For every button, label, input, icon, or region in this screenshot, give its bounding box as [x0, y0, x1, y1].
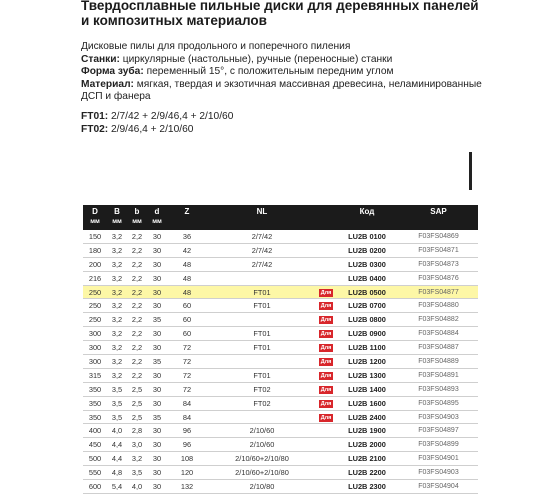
cell-nl: FT01 [207, 299, 317, 313]
cell-z: 120 [167, 466, 207, 480]
cell-badge [317, 341, 335, 355]
cell-z: 84 [167, 396, 207, 410]
cell-b: 3,2 [107, 257, 127, 271]
cell-d: 200 [83, 257, 107, 271]
cell-b: 2,5 [127, 396, 147, 410]
table-row [83, 410, 478, 424]
cell-b: 2,2 [127, 299, 147, 313]
cell-d: 216 [83, 271, 107, 285]
table-row [83, 299, 478, 313]
unit-cell: мм [147, 218, 167, 230]
cell-code: LU2B 1600 [335, 396, 399, 410]
desc-tooth [81, 66, 481, 79]
cell-b: 5,4 [107, 480, 127, 494]
header-cell: NL [207, 205, 317, 218]
header-cell: Код [335, 205, 399, 218]
cell-code: LU2B 0400 [335, 271, 399, 285]
unit-cell: мм [107, 218, 127, 230]
ft02-line [81, 124, 233, 137]
cell-d: 350 [83, 410, 107, 424]
badge-dlya: Для [320, 331, 332, 338]
cell-d: 250 [83, 285, 107, 299]
cell-nl: 2/10/80 [207, 480, 317, 494]
cell-sap: F03FS04893 [399, 382, 478, 396]
unit-cell: мм [83, 218, 107, 230]
ft01-line [81, 111, 233, 124]
table-row [83, 327, 478, 341]
cell-b: 2,2 [127, 271, 147, 285]
cell-badge [317, 327, 335, 341]
cell-d: 300 [83, 341, 107, 355]
cell-z: 96 [167, 424, 207, 438]
cell-b: 3,0 [127, 438, 147, 452]
cell-z: 60 [167, 313, 207, 327]
cell-nl [207, 355, 317, 369]
cell-d: 350 [83, 396, 107, 410]
cell-badge [317, 368, 335, 382]
cell-z: 132 [167, 480, 207, 494]
badge-dlya: Для [320, 414, 332, 421]
cell-code: LU2B 0700 [335, 299, 399, 313]
cell-b: 3,2 [107, 299, 127, 313]
cell-sap: F03FS04899 [399, 438, 478, 452]
cell-nl: 2/10/60 [207, 438, 317, 452]
cell-sap: F03FS04882 [399, 313, 478, 327]
cell-nl: 2/10/60+2/10/80 [207, 466, 317, 480]
cell-z: 72 [167, 382, 207, 396]
cell-nl [207, 410, 317, 424]
cell-z: 72 [167, 368, 207, 382]
header-cell: B [107, 205, 127, 218]
cell-b: 3,2 [127, 452, 147, 466]
cell-d: 30 [147, 257, 167, 271]
title-line-2: и композитных материалов [81, 13, 267, 28]
header-cell: Z [167, 205, 207, 218]
cell-nl: FT02 [207, 396, 317, 410]
cell-b: 2,8 [127, 424, 147, 438]
cell-badge [317, 355, 335, 369]
cell-code: LU2B 2400 [335, 410, 399, 424]
cell-code: LU2B 2200 [335, 466, 399, 480]
cell-code: LU2B 0100 [335, 230, 399, 243]
cell-z: 48 [167, 285, 207, 299]
cell-d: 35 [147, 410, 167, 424]
header-cell: D [83, 205, 107, 218]
page-title [81, 0, 481, 28]
cell-badge [317, 466, 335, 480]
table-row [83, 424, 478, 438]
product-table [83, 205, 478, 494]
table-row [83, 313, 478, 327]
cell-d: 30 [147, 368, 167, 382]
cell-b: 3,2 [107, 243, 127, 257]
header-cell: b [127, 205, 147, 218]
table-row [83, 382, 478, 396]
badge-dlya: Для [320, 358, 332, 365]
badge-dlya: Для [320, 400, 332, 407]
cell-d: 250 [83, 299, 107, 313]
cell-badge [317, 480, 335, 494]
cell-badge [317, 396, 335, 410]
cell-d: 30 [147, 424, 167, 438]
cell-d: 350 [83, 382, 107, 396]
cell-badge [317, 299, 335, 313]
cell-b: 3,5 [127, 466, 147, 480]
machines-label: Станки: [81, 53, 120, 65]
ft01-label: FT01: [81, 111, 109, 122]
cell-d: 30 [147, 285, 167, 299]
desc-line-1: Дисковые пилы для продольного и поперечного пиления [81, 41, 351, 52]
header-cell: d [147, 205, 167, 218]
cell-nl: FT01 [207, 327, 317, 341]
cell-b: 3,2 [107, 285, 127, 299]
unit-cell [317, 218, 335, 230]
cell-b: 3,5 [107, 396, 127, 410]
cell-badge [317, 285, 335, 299]
badge-dlya: Для [320, 289, 332, 296]
badge-dlya: Для [320, 386, 332, 393]
cell-d: 30 [147, 271, 167, 285]
cell-z: 36 [167, 230, 207, 243]
cell-nl: FT01 [207, 368, 317, 382]
cell-d: 30 [147, 466, 167, 480]
cell-sap: F03FS04891 [399, 368, 478, 382]
cell-nl [207, 313, 317, 327]
cell-d: 600 [83, 480, 107, 494]
cell-code: LU2B 0200 [335, 243, 399, 257]
badge-dlya: Для [320, 345, 332, 352]
unit-cell: мм [127, 218, 147, 230]
table-row [83, 438, 478, 452]
product-description [81, 41, 481, 104]
cell-nl: 2/10/60 [207, 424, 317, 438]
unit-cell [399, 218, 478, 230]
cell-nl: 2/10/60+2/10/80 [207, 452, 317, 466]
cell-code: LU2B 1900 [335, 424, 399, 438]
cell-nl: 2/7/42 [207, 230, 317, 243]
cell-b: 4,4 [107, 438, 127, 452]
table-row [83, 271, 478, 285]
cell-b: 3,2 [107, 327, 127, 341]
cell-z: 42 [167, 243, 207, 257]
cell-badge [317, 243, 335, 257]
cell-badge [317, 257, 335, 271]
cell-b: 3,2 [107, 368, 127, 382]
cell-code: LU2B 1300 [335, 368, 399, 382]
cell-sap: F03FS04876 [399, 271, 478, 285]
cell-b: 2,2 [127, 313, 147, 327]
desc-machines [81, 54, 481, 67]
cell-b: 2,5 [127, 382, 147, 396]
cell-z: 60 [167, 327, 207, 341]
table-row [83, 341, 478, 355]
cell-d: 550 [83, 466, 107, 480]
cell-code: LU2B 2300 [335, 480, 399, 494]
cell-b: 2,2 [127, 341, 147, 355]
cell-sap: F03FS04903 [399, 410, 478, 424]
cell-code: LU2B 2100 [335, 452, 399, 466]
table-row [83, 355, 478, 369]
cell-d: 450 [83, 438, 107, 452]
cell-sap: F03FS04901 [399, 452, 478, 466]
cell-sap: F03FS04880 [399, 299, 478, 313]
cell-code: LU2B 0500 [335, 285, 399, 299]
cell-sap: F03FS04897 [399, 424, 478, 438]
cell-d: 400 [83, 424, 107, 438]
cell-d: 30 [147, 382, 167, 396]
cell-badge [317, 410, 335, 424]
cell-d: 30 [147, 230, 167, 243]
tooth-text: переменный 15°, с положительным передним углом [143, 66, 394, 78]
badge-dlya: Для [320, 317, 332, 324]
material-label: Материал: [81, 78, 134, 90]
title-line-1: Твердосплавные пильные диски для деревянных панелей [81, 0, 479, 13]
cell-b: 2,2 [127, 355, 147, 369]
cell-nl: 2/7/42 [207, 257, 317, 271]
ft-legend [81, 111, 233, 137]
cell-d: 500 [83, 452, 107, 466]
cell-nl: 2/7/42 [207, 243, 317, 257]
cell-d: 35 [147, 313, 167, 327]
cell-d: 35 [147, 355, 167, 369]
cell-badge [317, 230, 335, 243]
cell-b: 2,5 [127, 410, 147, 424]
cell-sap: F03FS04884 [399, 327, 478, 341]
cell-d: 30 [147, 438, 167, 452]
cell-sap: F03FS04887 [399, 341, 478, 355]
unit-cell [167, 218, 207, 230]
cell-b: 2,2 [127, 285, 147, 299]
cell-b: 3,2 [107, 271, 127, 285]
cell-code: LU2B 0900 [335, 327, 399, 341]
cell-d: 30 [147, 327, 167, 341]
ft02-text: 2/9/46,4 + 2/10/60 [108, 123, 194, 135]
cell-nl: FT02 [207, 382, 317, 396]
cell-z: 96 [167, 438, 207, 452]
cell-d: 300 [83, 327, 107, 341]
cell-b: 2,2 [127, 257, 147, 271]
unit-cell [207, 218, 317, 230]
machines-text: циркулярные (настольные), ручные (переносные) станки [119, 53, 393, 65]
cell-code: LU2B 1400 [335, 382, 399, 396]
cell-z: 48 [167, 257, 207, 271]
table-units-row [83, 218, 478, 230]
cell-d: 30 [147, 341, 167, 355]
cell-b: 3,2 [107, 230, 127, 243]
cell-z: 60 [167, 299, 207, 313]
cell-b: 4,8 [107, 466, 127, 480]
scrollbar-thumb[interactable] [469, 152, 472, 190]
cell-sap: F03FS04895 [399, 396, 478, 410]
table-row [83, 396, 478, 410]
cell-b: 4,0 [127, 480, 147, 494]
cell-code: LU2B 0300 [335, 257, 399, 271]
cell-sap: F03FS04877 [399, 285, 478, 299]
cell-b: 2,2 [127, 368, 147, 382]
cell-d: 30 [147, 243, 167, 257]
cell-badge [317, 271, 335, 285]
header-cell: SAP [399, 205, 478, 218]
table-row [83, 285, 478, 299]
cell-b: 3,2 [107, 355, 127, 369]
cell-z: 72 [167, 341, 207, 355]
cell-sap: F03FS04903 [399, 466, 478, 480]
cell-sap: F03FS04904 [399, 480, 478, 494]
unit-cell [335, 218, 399, 230]
cell-b: 3,5 [107, 382, 127, 396]
ft01-text: 2/7/42 + 2/9/46,4 + 2/10/60 [108, 111, 234, 122]
cell-nl [207, 271, 317, 285]
cell-b: 2,2 [127, 230, 147, 243]
cell-d: 300 [83, 355, 107, 369]
cell-b: 3,5 [107, 410, 127, 424]
cell-code: LU2B 2000 [335, 438, 399, 452]
cell-sap: F03FS04869 [399, 230, 478, 243]
cell-sap: F03FS04889 [399, 355, 478, 369]
cell-badge [317, 452, 335, 466]
table-row [83, 466, 478, 480]
desc-material-2: ДСП и фанера [81, 91, 151, 103]
cell-z: 48 [167, 271, 207, 285]
material-text: мягкая, твердая и экзотичная массивная древесина, неламинированные [133, 78, 482, 90]
table-row [83, 230, 478, 243]
cell-sap: F03FS04871 [399, 243, 478, 257]
cell-d: 30 [147, 299, 167, 313]
badge-dlya: Для [320, 303, 332, 310]
cell-d: 30 [147, 452, 167, 466]
cell-code: LU2B 0800 [335, 313, 399, 327]
cell-badge [317, 424, 335, 438]
table-row [83, 243, 478, 257]
cell-badge [317, 438, 335, 452]
badge-dlya: Для [320, 372, 332, 379]
cell-b: 4,0 [107, 424, 127, 438]
cell-d: 30 [147, 396, 167, 410]
cell-sap: F03FS04873 [399, 257, 478, 271]
table-header-row [83, 205, 478, 218]
cell-d: 150 [83, 230, 107, 243]
cell-b: 2,2 [127, 243, 147, 257]
cell-nl: FT01 [207, 341, 317, 355]
header-cell [317, 205, 335, 218]
cell-z: 72 [167, 355, 207, 369]
cell-b: 3,2 [107, 341, 127, 355]
tooth-label: Форма зуба: [81, 66, 144, 78]
table-row [83, 480, 478, 494]
table-row [83, 257, 478, 271]
cell-code: LU2B 1100 [335, 341, 399, 355]
cell-badge [317, 313, 335, 327]
table-body [83, 230, 478, 493]
cell-d: 315 [83, 368, 107, 382]
cell-d: 30 [147, 480, 167, 494]
cell-b: 2,2 [127, 327, 147, 341]
table-row [83, 452, 478, 466]
ft02-label: FT02: [81, 123, 109, 135]
cell-d: 250 [83, 313, 107, 327]
cell-code: LU2B 1200 [335, 355, 399, 369]
desc-material [81, 79, 481, 92]
cell-b: 3,2 [107, 313, 127, 327]
cell-nl: FT01 [207, 285, 317, 299]
cell-d: 180 [83, 243, 107, 257]
cell-z: 84 [167, 410, 207, 424]
cell-z: 108 [167, 452, 207, 466]
cell-badge [317, 382, 335, 396]
cell-b: 4,4 [107, 452, 127, 466]
table-row [83, 368, 478, 382]
